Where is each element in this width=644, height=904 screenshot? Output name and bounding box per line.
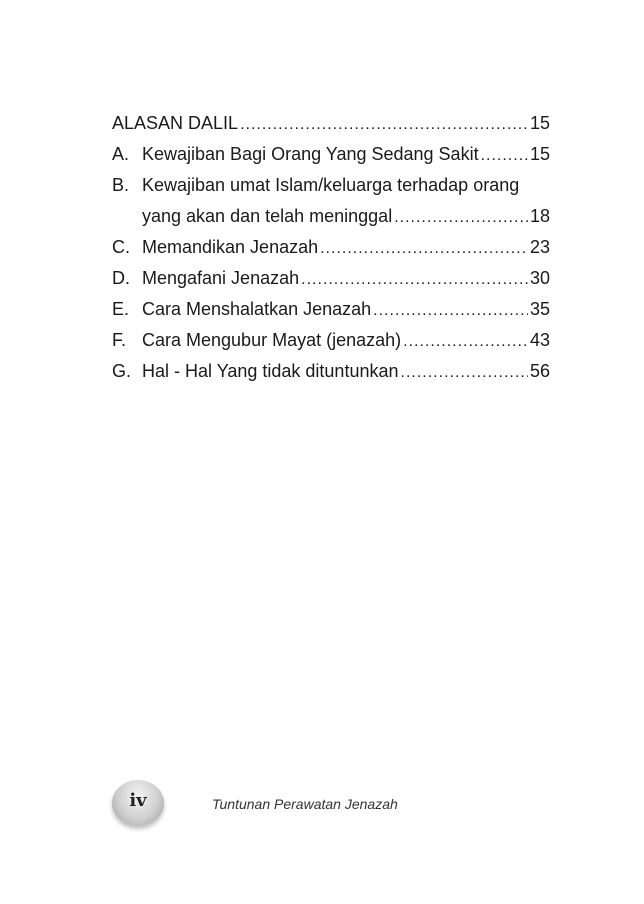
leader-dots (320, 233, 528, 263)
page-number-badge (112, 780, 164, 826)
page-number: iv (129, 790, 147, 811)
toc-entry-title: Cara Mengubur Mayat (jenazah) (142, 330, 402, 350)
toc-entry-title-line2: yang akan dan telah meninggal (142, 206, 393, 226)
toc-entry-letter: A. (112, 144, 130, 164)
toc-entry-title-line1: Kewajiban umat Islam/keluarga terhadap orang (142, 175, 520, 195)
toc-entry-title: Cara Menshalatkan Jenazah (142, 299, 372, 319)
toc-page-number: 23 (529, 237, 550, 257)
leader-dots (403, 326, 528, 356)
toc-entry-title: Hal - Hal Yang tidak dituntunkan (142, 361, 399, 381)
toc-entry-title: Mengafani Jenazah (142, 268, 300, 288)
table-of-contents (112, 108, 550, 387)
toc-entry-letter: F. (112, 330, 127, 350)
toc-heading-title: ALASAN DALIL (112, 113, 239, 133)
toc-entry-f[interactable] (112, 325, 550, 356)
leader-dots (240, 109, 528, 139)
toc-entry-b[interactable] (112, 170, 550, 201)
toc-entry-g[interactable] (112, 356, 550, 387)
leader-dots (373, 295, 528, 325)
toc-entry-title: Kewajiban Bagi Orang Yang Sedang Sakit (142, 144, 479, 164)
toc-entry-letter: G. (112, 361, 132, 381)
toc-entry-e[interactable] (112, 294, 550, 325)
page-footer (112, 780, 532, 836)
book-title: Tuntunan Perawatan Jenazah (212, 796, 398, 812)
toc-page-number: 15 (529, 144, 550, 164)
leader-dots (301, 264, 528, 294)
toc-entry-d[interactable] (112, 263, 550, 294)
toc-page-number: 35 (529, 299, 550, 319)
toc-entry-letter: D. (112, 268, 130, 288)
leader-dots (394, 202, 528, 232)
toc-page-number: 30 (529, 268, 550, 288)
toc-entry-letter: C. (112, 237, 130, 257)
toc-entry-b-continued[interactable] (112, 201, 550, 232)
leader-dots (481, 140, 528, 170)
toc-heading-row[interactable] (112, 108, 550, 139)
toc-page-number: 43 (529, 330, 550, 350)
toc-entry-letter: E. (112, 299, 130, 319)
toc-entry-title: Memandikan Jenazah (142, 237, 319, 257)
leader-dots (401, 357, 528, 387)
toc-page-number: 15 (529, 113, 550, 133)
toc-page-number: 56 (529, 361, 550, 381)
toc-entry-c[interactable] (112, 232, 550, 263)
toc-page-number: 18 (529, 206, 550, 226)
toc-entry-a[interactable] (112, 139, 550, 170)
toc-entry-letter: B. (112, 175, 130, 195)
